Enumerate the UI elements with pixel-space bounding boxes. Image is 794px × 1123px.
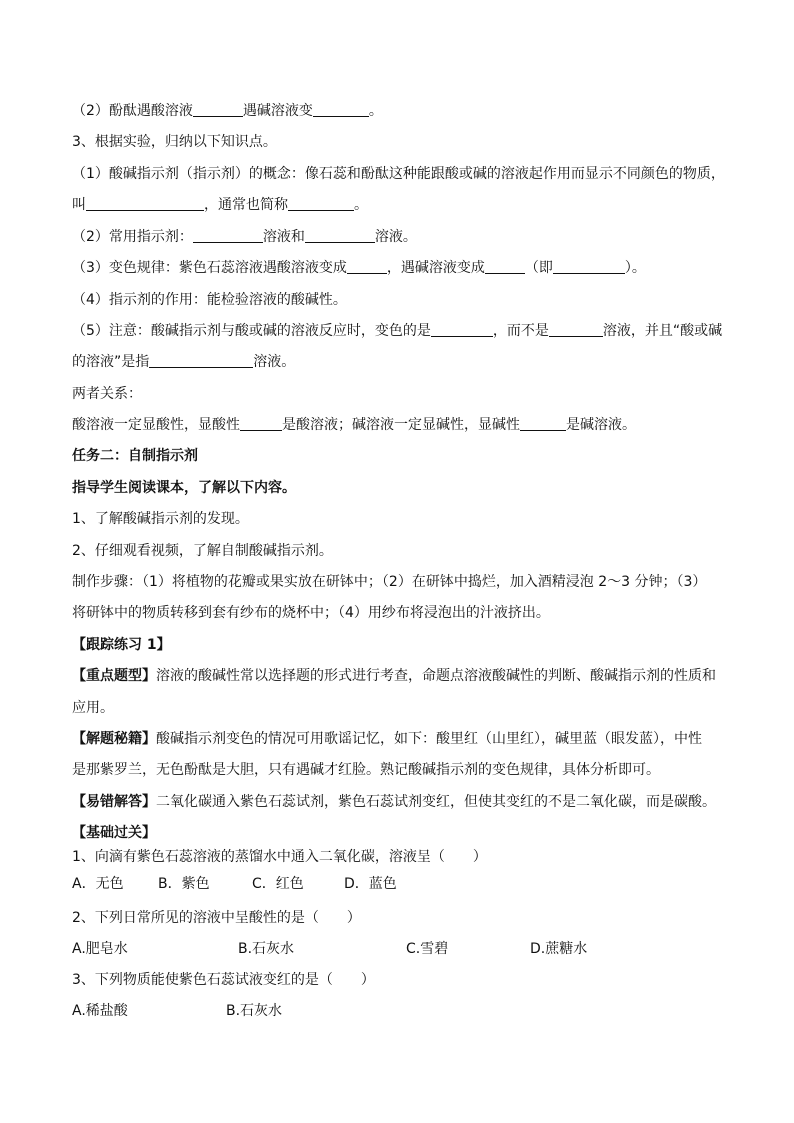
option: A.肥皂水 bbox=[72, 941, 128, 957]
option: B.石灰水 bbox=[226, 1003, 283, 1019]
text: ，而不是 bbox=[492, 323, 549, 339]
line-concept: （1）酸碱指示剂（指示剂）的概念：像石蕊和酚酞这种能跟酸或碱的溶液起作用而显示不同颜色的物质， bbox=[72, 166, 725, 182]
text: （2）常用指示剂： bbox=[72, 229, 193, 245]
option: C．红色 bbox=[252, 876, 304, 892]
text: 叫 bbox=[72, 197, 86, 213]
blank bbox=[520, 416, 566, 431]
text: 遇碱溶液变 bbox=[242, 103, 313, 119]
text: 酸溶液一定显酸性，显酸性 bbox=[72, 417, 240, 433]
heading-practice: 【跟踪练习 1】 bbox=[72, 637, 171, 653]
tag-label: 【解题秘籍】 bbox=[72, 731, 156, 747]
line-concept-cont bbox=[72, 196, 368, 214]
line-tips-cont: 是那紫罗兰，无色酚酞是大胆，只有遇碱才红脸。熟记酸碱指示剂的变色规律，具体分析即可。 bbox=[72, 762, 660, 778]
line-common-errors bbox=[72, 793, 716, 811]
blank bbox=[193, 228, 263, 243]
blank bbox=[485, 259, 525, 274]
blank bbox=[86, 196, 204, 211]
line-note bbox=[72, 322, 722, 340]
line-relation bbox=[72, 416, 636, 434]
text: （3）变色规律：紫色石蕊溶液遇酸溶液变成 bbox=[72, 260, 347, 276]
blank bbox=[553, 259, 625, 274]
text: （5）注意：酸碱指示剂与酸或碱的溶液反应时，变色的是 bbox=[72, 323, 431, 339]
option: A．无色 bbox=[72, 876, 124, 892]
text: 溶液。 bbox=[374, 229, 417, 245]
line-steps: 制作步骤：（1）将植物的花瓣或果实放在研钵中；（2）在研钵中捣烂，加入酒精浸泡 2～3 分钟；（3） bbox=[72, 574, 707, 590]
blank bbox=[305, 228, 375, 243]
blank bbox=[549, 322, 603, 337]
text: 溶液和 bbox=[262, 229, 305, 245]
question-1: 1、向滴有紫色石蕊溶液的蒸馏水中通入二氧化碳，溶液呈（ ） bbox=[72, 849, 487, 865]
text: 溶液的酸碱性常以选择题的形式进行考查，命题点溶液酸碱性的判断、酸碱指示剂的性质和 bbox=[156, 668, 716, 684]
blank bbox=[240, 416, 282, 431]
line-video: 2、仔细观看视频，了解自制酸碱指示剂。 bbox=[72, 543, 333, 559]
blank bbox=[313, 102, 369, 117]
text: ，通常也简称 bbox=[204, 197, 288, 213]
blank bbox=[347, 259, 387, 274]
text: 。 bbox=[354, 197, 368, 213]
heading-guide: 指导学生阅读课本，了解以下内容。 bbox=[72, 480, 296, 496]
line-note-cont bbox=[72, 353, 295, 371]
heading-basic: 【基础过关】 bbox=[72, 825, 156, 841]
line-function: （4）指示剂的作用：能检验溶液的酸碱性。 bbox=[72, 292, 347, 308]
line-summary: 3、根据实验，归纳以下知识点。 bbox=[72, 134, 277, 150]
option: D．蓝色 bbox=[344, 876, 397, 892]
line-steps-cont: 将研钵中的物质转移到套有纱布的烧杯中；（4）用纱布将浸泡出的汁液挤出。 bbox=[72, 605, 550, 621]
text: 的溶液”是指 bbox=[72, 354, 150, 370]
text: （即 bbox=[524, 260, 553, 276]
line-common-indicators bbox=[72, 228, 417, 246]
line-key-type bbox=[72, 667, 716, 685]
line-relation-title: 两者关系： bbox=[72, 386, 142, 402]
text: 酸碱指示剂变色的情况可用歌谣记忆，如下：酸里红（山里红），碱里蓝（眼发蓝），中性 bbox=[156, 731, 702, 747]
option: A.稀盐酸 bbox=[72, 1003, 128, 1019]
option: D.蔗糖水 bbox=[530, 941, 588, 957]
line-color-rule bbox=[72, 259, 646, 277]
tag-label: 【重点题型】 bbox=[72, 668, 156, 684]
blank bbox=[431, 322, 493, 337]
question-3: 3、下列物质能使紫色石蕊试液变红的是（ ） bbox=[72, 972, 375, 988]
line-discovery: 1、了解酸碱指示剂的发现。 bbox=[72, 511, 249, 527]
blank bbox=[288, 196, 354, 211]
text: 溶液。 bbox=[253, 354, 296, 370]
text: 是碱溶液。 bbox=[566, 417, 636, 433]
text: 溶液，并且“酸或碱 bbox=[602, 323, 723, 339]
text: 是酸溶液；碱溶液一定显碱性，显碱性 bbox=[282, 417, 520, 433]
question-2: 2、下列日常所见的溶液中呈酸性的是（ ） bbox=[72, 910, 361, 926]
blank bbox=[193, 102, 243, 117]
line-phenolphthalein bbox=[72, 102, 383, 120]
text: 二氧化碳通入紫色石蕊试剂，紫色石蕊试剂变红，但使其变红的不是二氧化碳，而是碳酸。 bbox=[156, 794, 716, 810]
text: （2）酚酞遇酸溶液 bbox=[72, 103, 193, 119]
option: C.雪碧 bbox=[406, 941, 449, 957]
text: 。 bbox=[368, 103, 383, 119]
option: B.石灰水 bbox=[238, 941, 295, 957]
question-2-options bbox=[72, 940, 587, 958]
text: ）。 bbox=[624, 260, 646, 276]
blank bbox=[149, 353, 253, 368]
line-key-type-cont: 应用。 bbox=[72, 700, 114, 716]
option: B．紫色 bbox=[158, 876, 210, 892]
question-3-options bbox=[72, 1002, 282, 1020]
line-tips bbox=[72, 730, 702, 748]
text: ，遇碱溶液变成 bbox=[386, 260, 485, 276]
heading-task-two: 任务二：自制指示剂 bbox=[72, 448, 198, 464]
question-1-options bbox=[72, 875, 397, 893]
tag-label: 【易错解答】 bbox=[72, 794, 156, 810]
